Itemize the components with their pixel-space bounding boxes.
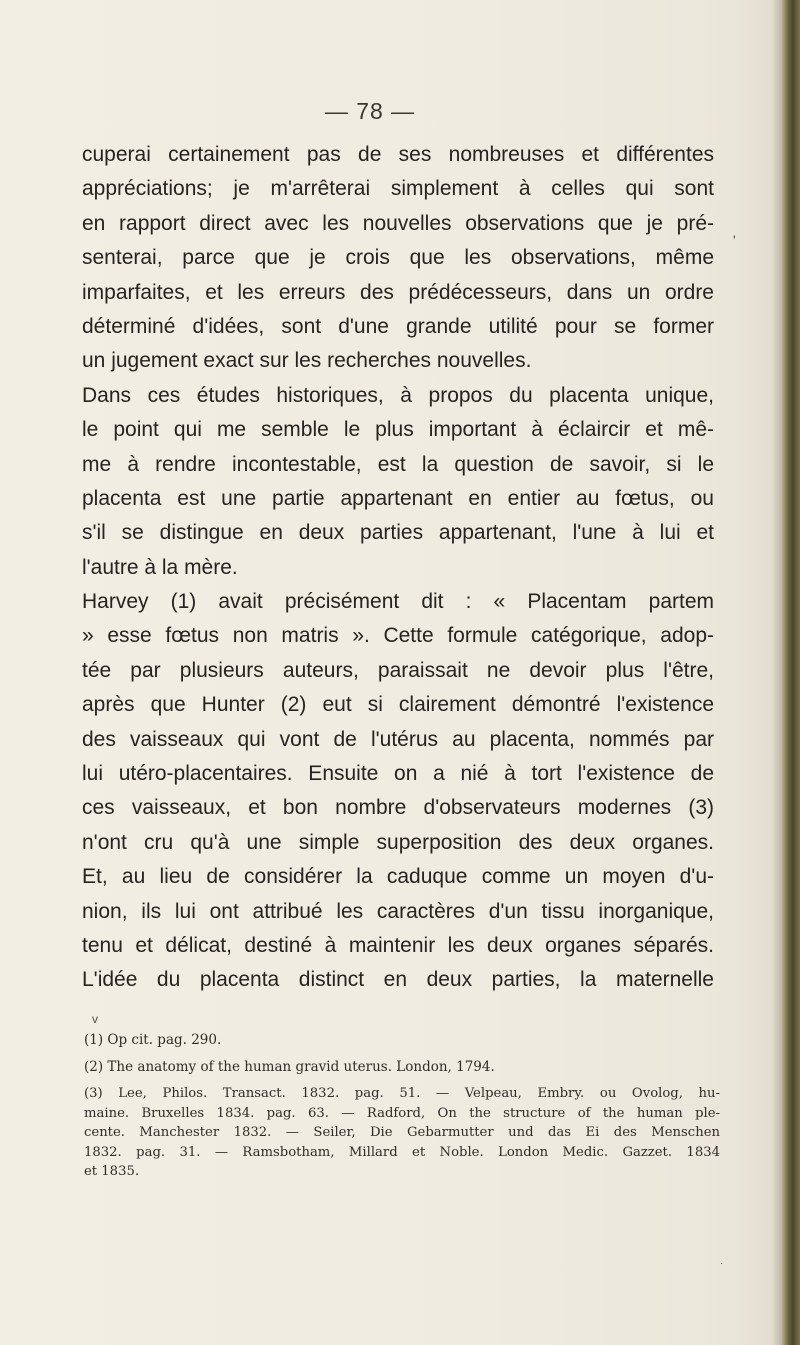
footnote-line: cente. Manchester 1832. — Seiler, Die Gebarmutter und das Ei des Menschen [84, 1125, 720, 1141]
book-spine-edge [782, 0, 800, 1345]
text-line: me à rendre incontestable, est la question de savoir, si le [82, 452, 714, 476]
text-line: imparfaites, et les erreurs des prédécesseurs, dans un ordre [82, 280, 714, 304]
text-line: L'idée du placenta distinct en deux parties, la maternelle [82, 968, 714, 992]
text-line: tenu et délicat, destiné à maintenir les deux organes séparés. [82, 933, 714, 957]
footnote-line: (3) Lee, Philos. Transact. 1832. pag. 51. — Velpeau, Embry. ou Ovolog, hu- [84, 1086, 720, 1101]
text-line: s'il se distingue en deux parties appartenant, l'une à lui et [82, 521, 714, 545]
footnote-line: et 1835. [84, 1164, 140, 1180]
text-line: en rapport direct avec les nouvelles observations que je pré- [82, 211, 714, 235]
footnotes [84, 1030, 720, 1182]
text-line: senterai, parce que je crois que les observations, même [82, 246, 714, 270]
body-text [82, 138, 714, 998]
text-line: des vaisseaux qui vont de l'utérus au placenta, nommés par [82, 727, 714, 751]
footnote-line: maine. Bruxelles 1834. pag. 63. — Radford, On the structure of the human ple- [84, 1105, 720, 1121]
page-number: — 78 — [324, 98, 416, 124]
text-line: un jugement exact sur les recherches nouvelles. [82, 349, 532, 373]
text-line: cuperai certainement pas de ses nombreuses et différentes [82, 143, 714, 166]
footnote-2: (2) The anatomy of the human gravid uterus. London, 1794. [84, 1059, 495, 1075]
text-line: Et, au lieu de considérer la caduque comme un moyen d'u- [82, 865, 714, 889]
speck-mark: · [720, 1258, 724, 1269]
text-line: Harvey (1) avait précisément dit : « Placentam partem [82, 590, 714, 614]
text-line: n'ont cru qu'à une simple superposition des deux organes. [82, 830, 714, 854]
page-edge-shadow [772, 0, 782, 1345]
text-line: l'autre à la mère. [82, 555, 238, 579]
text-line: » esse fœtus non matris ». Cette formule catégorique, adop- [82, 624, 714, 648]
margin-mark: ' [733, 232, 736, 248]
text-line: le point qui me semble le plus important à éclaircir et mê- [82, 418, 714, 442]
text-line: Dans ces études historiques, à propos du placenta unique, [82, 383, 714, 407]
text-line: après que Hunter (2) eut si clairement démontré l'existence [82, 693, 714, 717]
footnote-1: (1) Op cit. pag. 290. [84, 1032, 222, 1048]
footnote-3 [84, 1084, 720, 1182]
text-line: déterminé d'idées, sont d'une grande utilité pour se former [82, 314, 714, 338]
margin-mark: v [92, 1012, 98, 1026]
text-line: lui utéro-placentaires. Ensuite on a nié à tort l'existence de [82, 762, 714, 786]
text-line: appréciations; je m'arrêterai simplement à celles qui sont [82, 177, 714, 201]
text-line: placenta est une partie appartenant en entier au fœtus, ou [82, 486, 714, 510]
text-line: nion, ils lui ont attribué les caractères d'un tissu inorganique, [82, 899, 714, 923]
footnote-line: 1832. pag. 31. — Ramsbotham, Millard et Noble. London Medic. Gazzet. 1834 [84, 1144, 720, 1160]
text-line: tée par plusieurs auteurs, paraissait ne devoir plus l'être, [82, 658, 714, 682]
text-line: ces vaisseaux, et bon nombre d'observateurs modernes (3) [82, 796, 714, 820]
